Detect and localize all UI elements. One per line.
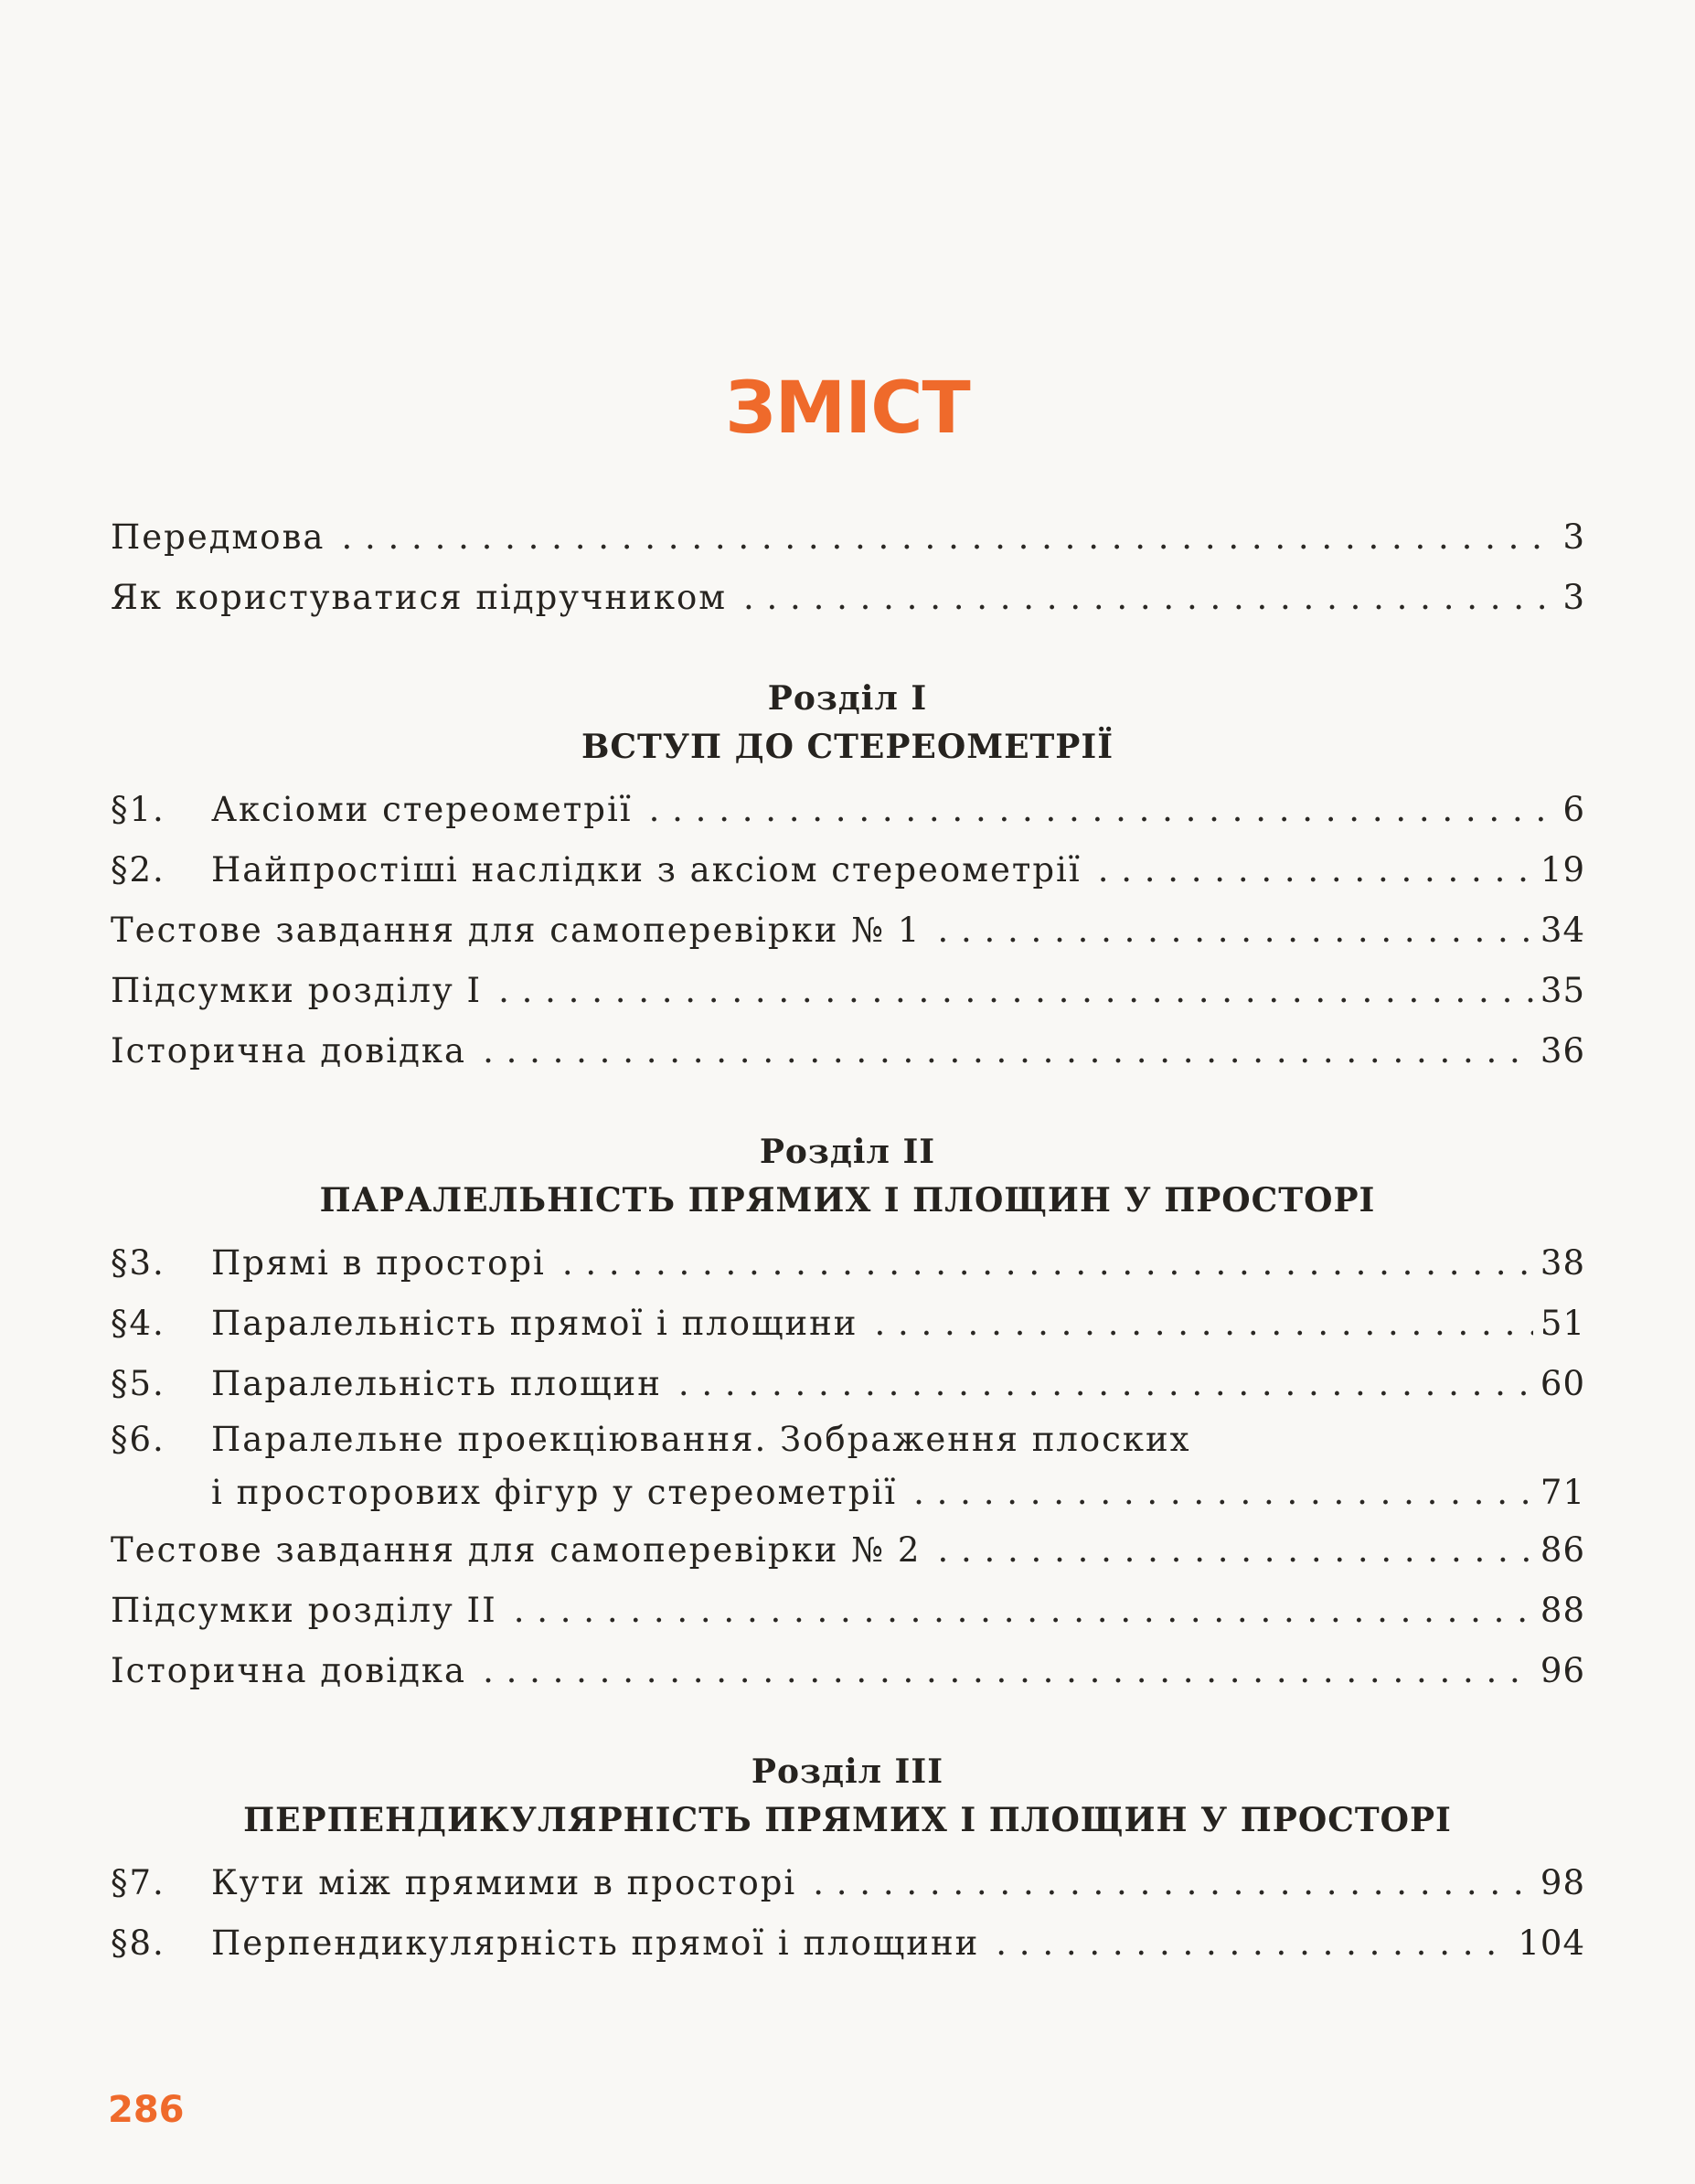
toc-page-number: 86 <box>1540 1530 1585 1570</box>
dot-leader <box>483 1021 1533 1081</box>
section-label: Розділ I <box>767 679 928 718</box>
dot-leader <box>996 1913 1510 1974</box>
toc-page-number: 35 <box>1540 971 1585 1010</box>
toc-page-number: 60 <box>1540 1364 1585 1403</box>
table-of-contents <box>111 507 1585 1974</box>
toc-page-number: 6 <box>1562 790 1585 829</box>
paragraph-number: §3. <box>111 1243 165 1283</box>
dot-leader <box>649 780 1556 840</box>
paragraph-number: §7. <box>111 1863 165 1902</box>
dot-leader <box>514 1581 1533 1641</box>
toc-page-number: 51 <box>1540 1304 1585 1343</box>
toc-entry-preface[interactable] <box>111 507 1585 568</box>
paragraph-number: §2. <box>111 850 165 890</box>
toc-entry-text: Історична довідка <box>111 1031 467 1071</box>
toc-entry-text: Паралельне проекціювання. Зображення плоских <box>211 1420 1191 1459</box>
dot-leader <box>913 1465 1533 1520</box>
toc-entry[interactable] <box>111 840 1585 900</box>
toc-entry[interactable] <box>111 961 1585 1021</box>
toc-entry[interactable] <box>111 1641 1585 1701</box>
toc-entry[interactable] <box>111 900 1585 961</box>
toc-entry[interactable] <box>111 1021 1585 1081</box>
toc-page-number: 98 <box>1540 1863 1585 1902</box>
toc-entry[interactable] <box>111 1294 1585 1354</box>
toc-entry-text: Аксіоми стереометрії <box>211 790 633 829</box>
section-label: Розділ III <box>751 1753 944 1791</box>
section-label: Розділ II <box>759 1133 936 1171</box>
toc-entry-text: Підсумки розділу I <box>111 971 483 1010</box>
paragraph-number: §5. <box>111 1364 165 1403</box>
toc-entry-text: Кути між прямими в просторі <box>211 1863 797 1902</box>
toc-page-number: 36 <box>1540 1031 1585 1071</box>
toc-entry-text: Як користуватися підручником <box>111 578 728 617</box>
paragraph-number: §1. <box>111 790 165 829</box>
toc-page-number: 3 <box>1562 517 1585 557</box>
toc-page-number: 104 <box>1518 1923 1585 1963</box>
toc-entry[interactable] <box>111 1233 1585 1294</box>
toc-entry-text: Тестове завдання для самоперевірки № 1 <box>111 911 922 950</box>
dot-leader <box>562 1233 1533 1294</box>
toc-entry[interactable] <box>111 1913 1585 1974</box>
toc-entry[interactable] <box>111 780 1585 840</box>
toc-entry[interactable] <box>111 1414 1585 1520</box>
page-title: ЗМІСТ <box>725 368 970 450</box>
toc-entry-text-continued: і просторових фігур у стереометрії <box>211 1473 898 1512</box>
dot-leader <box>743 568 1555 628</box>
dot-leader <box>937 900 1532 961</box>
dot-leader <box>874 1294 1532 1354</box>
toc-entry-text: Найпростіші наслідки з аксіом стереометрії <box>211 850 1082 890</box>
toc-entry[interactable] <box>111 1354 1585 1414</box>
dot-leader <box>483 1641 1533 1701</box>
toc-entry[interactable] <box>111 1853 1585 1913</box>
toc-page-number: 88 <box>1540 1591 1585 1630</box>
section-heading-2 <box>0 1129 1695 1226</box>
paragraph-number: §6. <box>111 1420 165 1459</box>
toc-entry-text: Тестове завдання для самоперевірки № 2 <box>111 1530 922 1570</box>
paragraph-number: §8. <box>111 1923 165 1963</box>
section-name: ПАРАЛЕЛЬНІСТЬ ПРЯМИХ І ПЛОЩИН У ПРОСТОРІ <box>319 1181 1376 1220</box>
dot-leader <box>813 1853 1533 1913</box>
section-heading-1 <box>0 676 1695 772</box>
dot-leader <box>937 1520 1532 1581</box>
toc-entry-text: Передмова <box>111 517 325 557</box>
toc-entry-text: Прямі в просторі <box>211 1243 546 1283</box>
toc-page-number: 3 <box>1562 578 1585 617</box>
toc-page-number: 19 <box>1540 850 1585 890</box>
toc-page-number: 96 <box>1540 1651 1585 1690</box>
toc-entry-text: Паралельність площин <box>211 1364 662 1403</box>
section-heading-3 <box>0 1749 1695 1846</box>
dot-leader <box>1098 840 1533 900</box>
page-number: 286 <box>108 2089 185 2131</box>
toc-page-number: 34 <box>1540 911 1585 950</box>
section-name: ПЕРПЕНДИКУЛЯРНІСТЬ ПРЯМИХ І ПЛОЩИН У ПРОСТОРІ <box>243 1801 1452 1839</box>
toc-entry-text: Перпендикулярність прямої і площини <box>211 1923 980 1963</box>
toc-entry[interactable] <box>111 1520 1585 1581</box>
dot-leader <box>678 1354 1533 1414</box>
toc-entry-text: Паралельність прямої і площини <box>211 1304 858 1343</box>
toc-entry[interactable] <box>111 1581 1585 1641</box>
toc-entry-how-to-use[interactable] <box>111 568 1585 628</box>
toc-entry-text: Підсумки розділу II <box>111 1591 497 1630</box>
paragraph-number: §4. <box>111 1304 165 1343</box>
dot-leader <box>498 961 1533 1021</box>
toc-page-number: 38 <box>1540 1243 1585 1283</box>
toc-page-number: 71 <box>1540 1473 1585 1512</box>
toc-entry-text: Історична довідка <box>111 1651 467 1690</box>
section-name: ВСТУП ДО СТЕРЕОМЕТРІЇ <box>581 728 1114 766</box>
dot-leader <box>341 507 1555 568</box>
